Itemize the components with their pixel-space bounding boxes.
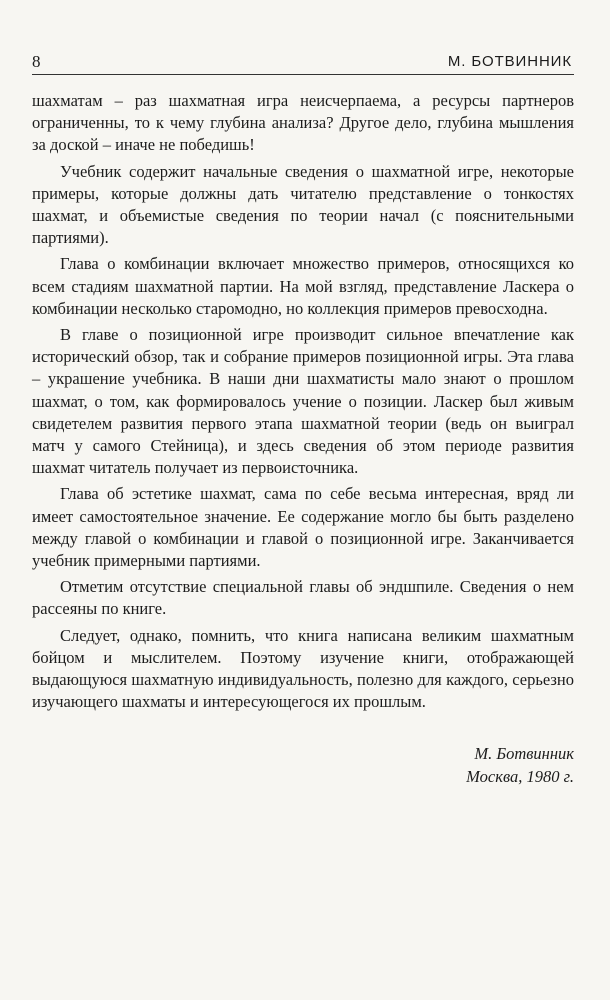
- page-number: 8: [32, 52, 41, 71]
- paragraph: Учебник содержит начальные сведения о шахматной игре, некоторые примеры, которые должны дать читателю представление о тонкостях шахмат, и объемистые сведения по теории начал (с пояснительными партиями).: [32, 161, 574, 248]
- paragraph-continued: шахматам – раз шахматная игра неисчерпаема, а ресурсы партнеров ограниченны, то к чему глубина анализа? Другое дело, глубина мышления за доской – иначе не победишь!: [32, 91, 574, 155]
- paragraph: Отметим отсутствие специальной главы об эндшпиле. Сведения о нем рассеяны по книге.: [32, 577, 574, 619]
- paragraph: Следует, однако, помнить, что книга написана великим шахматным бойцом и мыслителем. Поэтому изучение книги, отображающей выдающуюся шахматную индивидуальность, полезно для каждого, серьезно изучающего шахматы и интересующегося их прошлым.: [32, 625, 574, 712]
- paragraph: В главе о позиционной игре производит сильное впечатление как исторический обзор, так и собрание примеров позиционной игры. Эта глава – украшение учебника. В наши дни шахматисты мало знают о прошлом шахмат, о том, как формировалось учение о позиции. Ласкер был живым свидетелем развития первого этапа шахматной теории (ведь он выиграл матч у самого Стейница), и здесь сведения об этом периоде развития шахмат читатель получает из первоисточника.: [32, 325, 574, 478]
- signature-place-date: Москва, 1980 г.: [466, 766, 574, 786]
- running-head: М. БОТВИННИК: [447, 53, 572, 70]
- body-text: [32, 90, 574, 717]
- page-header: [32, 52, 572, 72]
- header-rule: [32, 74, 574, 75]
- paragraph: Глава о комбинации включает множество примеров, относящихся ко всем стадиям шахматной партии. На мой взгляд, представление Ласкера о комбинации несколько старомодно, но коллекция примеров превосходна.: [32, 254, 574, 318]
- paragraph: Глава об эстетике шахмат, сама по себе весьма интересная, вряд ли имеет самостоятельное значение. Ее содержание могло бы быть разделено между главой о комбинации и главой о позиционной игре. Заканчивается учебник примерными партиями.: [32, 484, 574, 571]
- signature: [466, 743, 574, 788]
- signature-author: М. Ботвинник: [474, 744, 574, 763]
